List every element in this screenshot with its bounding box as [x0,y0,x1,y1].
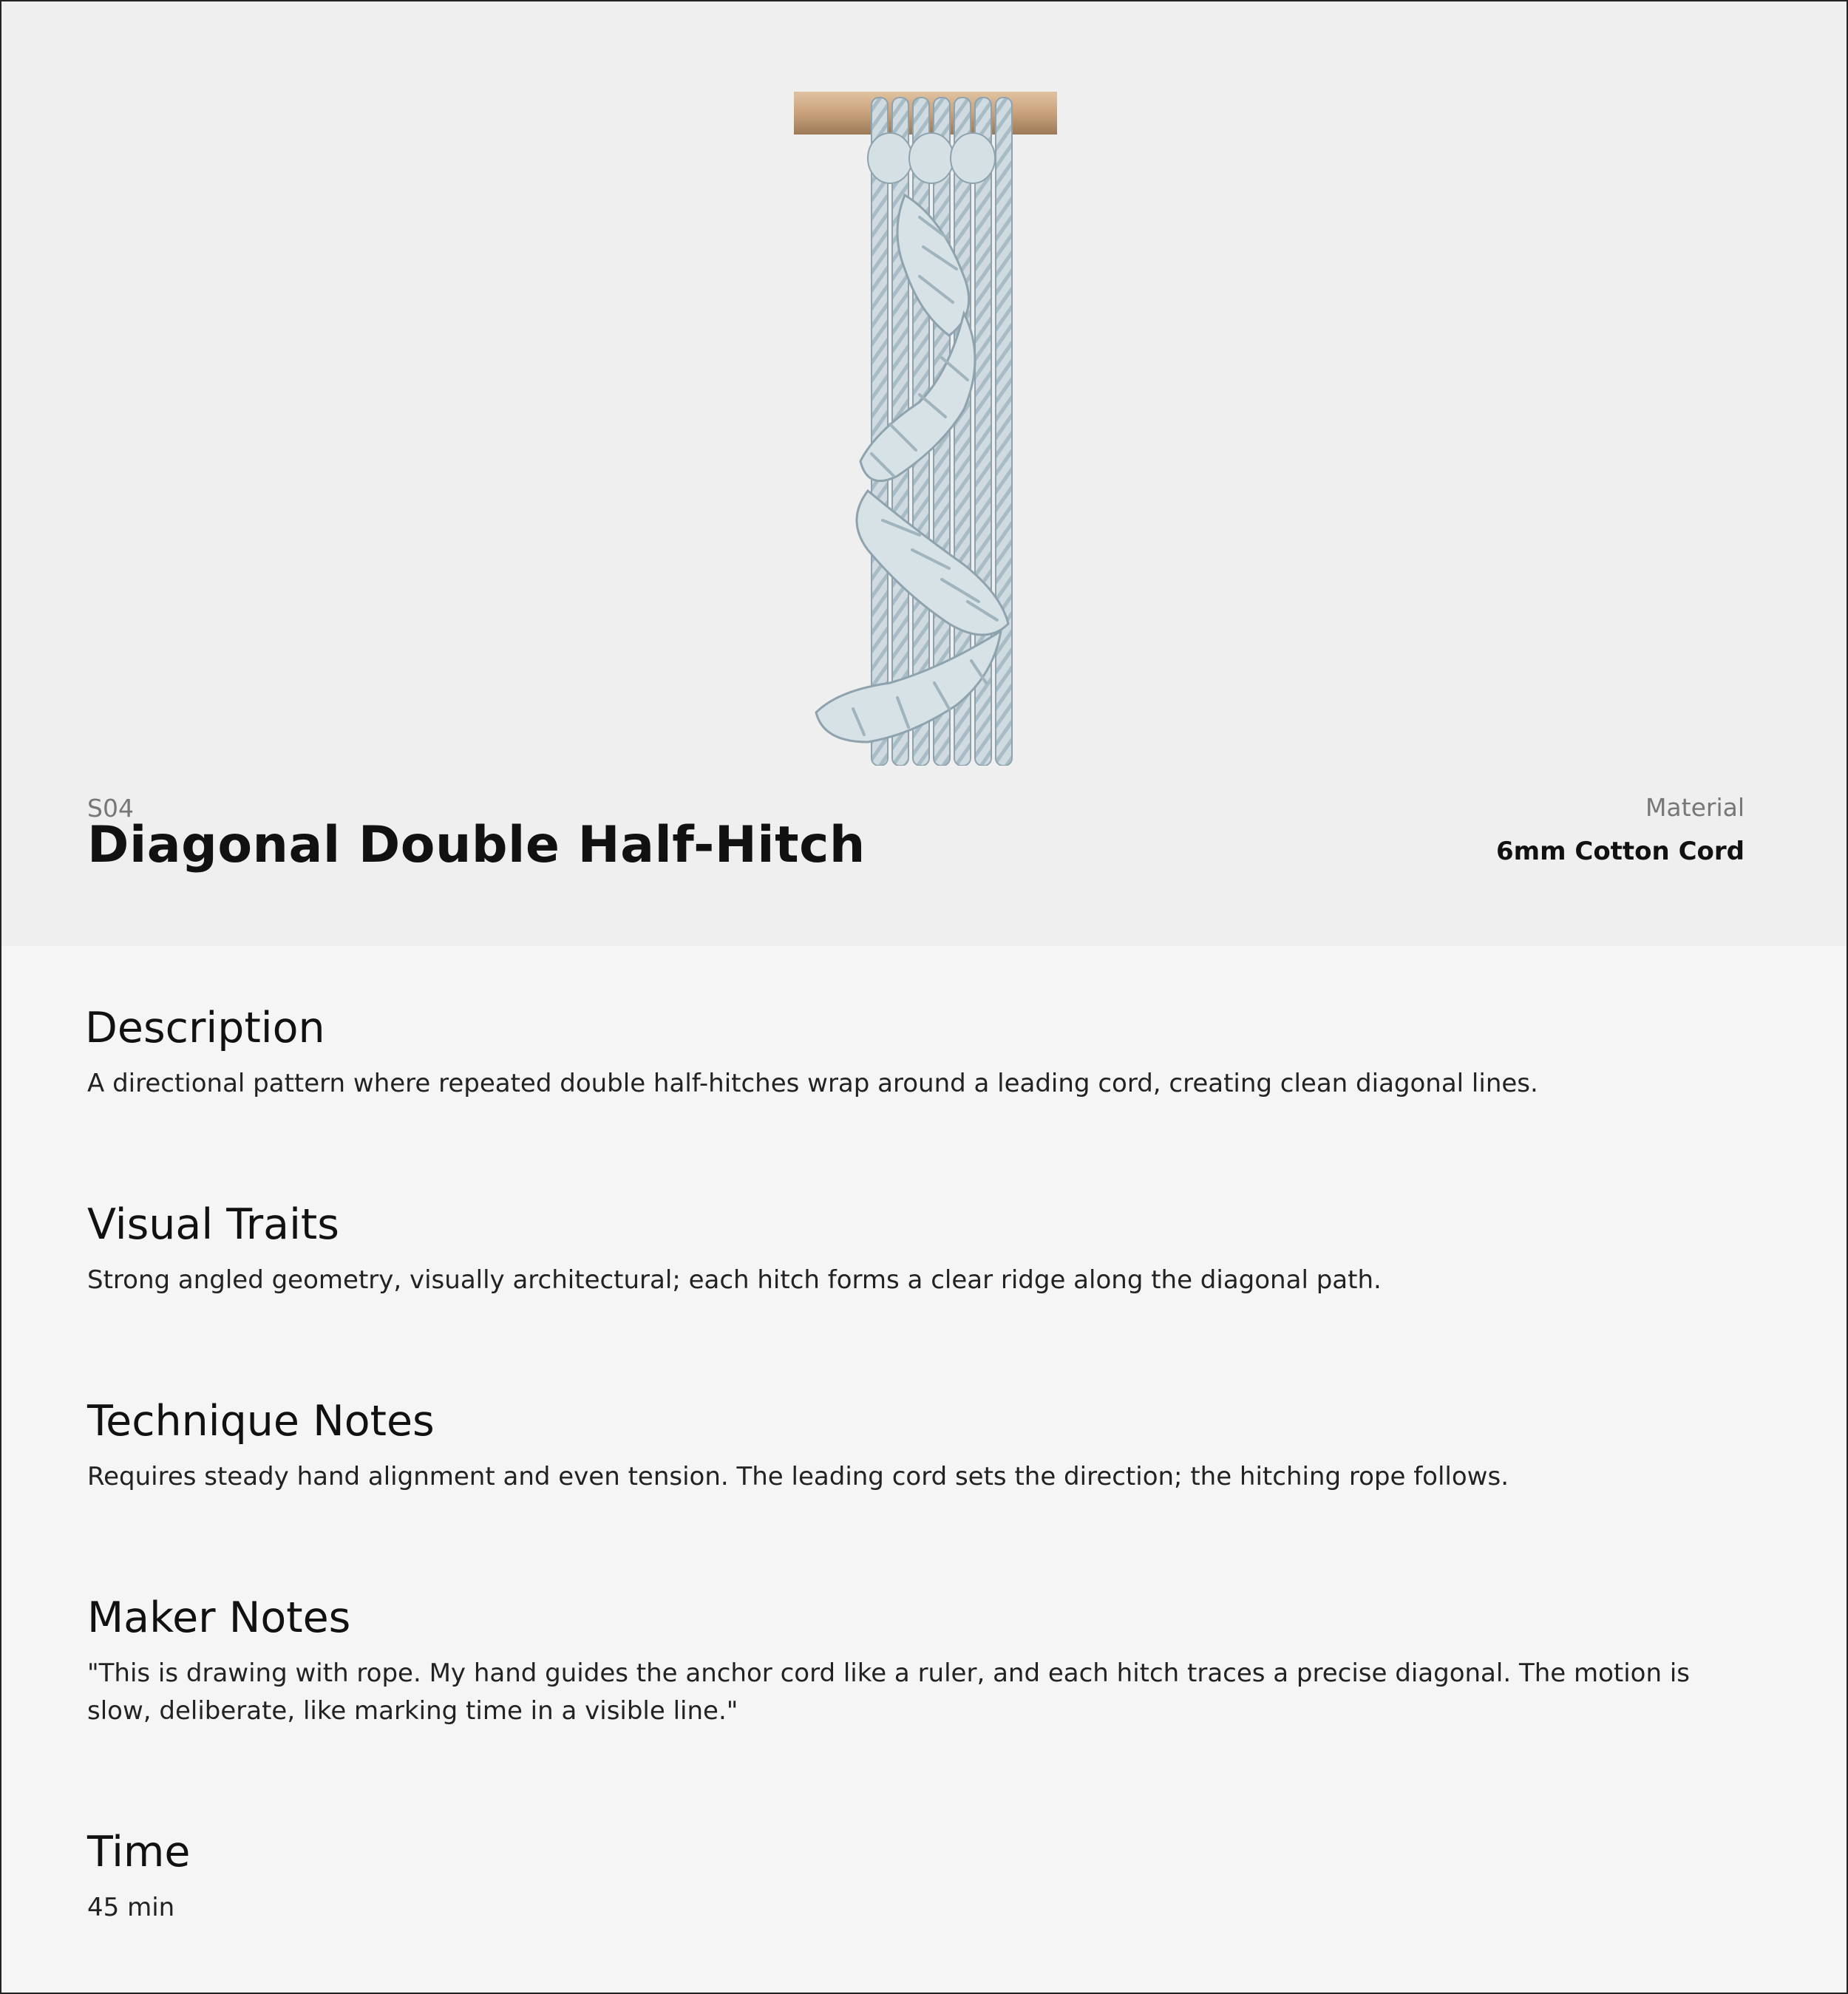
details-panel [1,946,1847,1993]
section-heading: Description [85,1004,325,1052]
section-heading: Time [87,1828,191,1876]
swatch-title: Diagonal Double Half-Hitch [87,816,866,874]
section-heading: Visual Traits [87,1200,339,1249]
hero-panel [1,1,1847,946]
section-maker-notes [87,1595,1750,1730]
section-heading: Technique Notes [87,1397,435,1446]
material-value: 6mm Cotton Cord [1496,837,1745,866]
section-text: 45 min [87,1892,175,1922]
section-time [87,1829,1750,1927]
section-text: "This is drawing with rope. My hand guides the anchor cord like a ruler, and each hitch traces a precise diagonal. The motion is slow, deliberate, like marking time in a visible line." [87,1658,1690,1726]
section-description [87,1005,1750,1103]
section-text: A directional pattern where repeated double half-hitches wrap around a leading cord, creating clean diagonal lines. [87,1068,1538,1098]
mounting-knots [868,133,995,183]
section-text: Requires steady hand alignment and even tension. The leading cord sets the direction; the hitching rope follows. [87,1461,1509,1491]
swatch-code: S04 [87,794,134,823]
section-heading: Maker Notes [87,1593,351,1642]
section-visual-traits [87,1202,1750,1299]
section-text: Strong angled geometry, visually architectural; each hitch forms a clear ridge along the diagonal path. [87,1265,1382,1295]
macrame-swatch-image [794,92,1057,766]
section-technique-notes [87,1398,1750,1496]
material-label: Material [1645,793,1745,822]
